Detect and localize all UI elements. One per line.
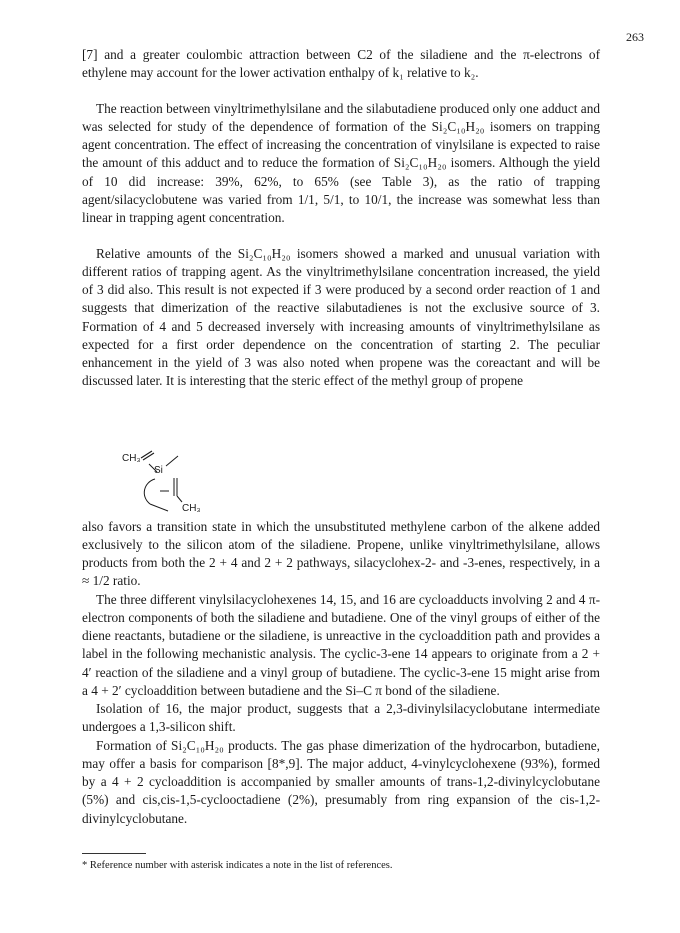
page-number: 263: [626, 30, 644, 44]
scheme-label-ch3-top: CH₃: [122, 453, 141, 464]
paragraph-dimerization: Formation of Si₂C₁₀H₂₀ products. The gas phase dimerization of the hydrocarbon, butadiene, may offer a basis for comparison [8*,9]. The major adduct, 4-vinylcyclohexene (93%), formed by a 4 + 2 cycloaddition is accompanied by smaller amounts of trans-1,2-divinylcyclobutane (5%) and cis,cis-1,5-cyclooctadiene (2%), presumably from ring expansion of the cis-1,2-divinylcyclobutane.: [82, 738, 600, 826]
paragraph-continuation: [7] and a greater coulombic attraction between C2 of the siladiene and the π-electrons of ethylene may account for the lower activation enthalpy of k₁ relative to k₂.: [82, 47, 600, 81]
paragraph-isolation: Isolation of 16, the major product, suggests that a 2,3-divinylsilacyclobutane intermediate undergoes a 1,3-silicon shift.: [82, 701, 600, 735]
scheme-label-ch3-bottom: CH₃: [182, 503, 201, 514]
footnote: * Reference number with asterisk indicates a note in the list of references.: [82, 860, 393, 871]
paragraph-isomer-amounts: Relative amounts of the Si₂C₁₀H₂₀ isomers showed a marked and unusual variation with different ratios of trapping agent. As the vinyltrimethylsilane concentration increased, the yield of 3 did also. This result is not expected if 3 were produced by a second order reaction of 1 and suggests that dimerization of the reactive silabutadienes is not the exclusive source of 3. Formation of 4 and 5 decreased inversely with increasing amounts of vinyltrimethylsilane as expected for a first order dependence on the concentration of starting 2. The peculiar enhancement in the yield of 3 was also noted when propene was the coreactant and will be discussed later. It is interesting that the steric effect of the methyl group of propene: [82, 246, 600, 389]
paragraph-propene-transition: also favors a transition state in which the unsubstituted methylene carbon of the alkene added exclusively to the silicon atom of the siladiene. Propene, unlike vinyltrimethylsilane, allows products from both the 2 + 4 and 2 + 2 pathways, silacyclohex-2- and -3-enes, respectively, in a ≈ 1/2 ratio.: [82, 519, 600, 589]
scheme-label-si: Si: [154, 465, 163, 476]
transition-state-scheme: [122, 448, 262, 514]
footnote-rule: [82, 853, 146, 854]
paragraph-vinylsilane-reaction: The reaction between vinyltrimethylsilane and the silabutadiene produced only one adduct and was selected for study of the dependence of formation of the Si₂C₁₀H₂₀ isomers on trapping agent concentration. The effect of increasing the concentration of vinylsilane is expected to raise the amount of this adduct and to reduce the formation of Si₂C₁₀H₂₀ isomers. Although the yield of 10 did increase: 39%, 62%, to 65% (see Table 3), as the ratio of trapping agent/silacyclobutene was varied from 1/1, 5/1, to 10/1, the increase was somewhat less than linear in trapping agent concentration.: [82, 101, 601, 225]
paragraph-vinylsilacyclohexenes: The three different vinylsilacyclohexenes 14, 15, and 16 are cycloadducts involving 2 and 4 π-electron components of both the siladiene and butadiene. One of the vinyl groups of either of the diene reactants, butadiene or the siladiene, is unreactive in the cycloaddition path and provides a label in the following mechanistic analysis. The cyclic-3-ene 14 appears to originate from a 2 + 4′ reaction of the siladiene and a vinyl group of butadiene. The cyclic-3-ene 15 might arise from a 4 + 2′ cycloaddition between butadiene and the Si–C π bond of the siladiene.: [82, 592, 600, 698]
